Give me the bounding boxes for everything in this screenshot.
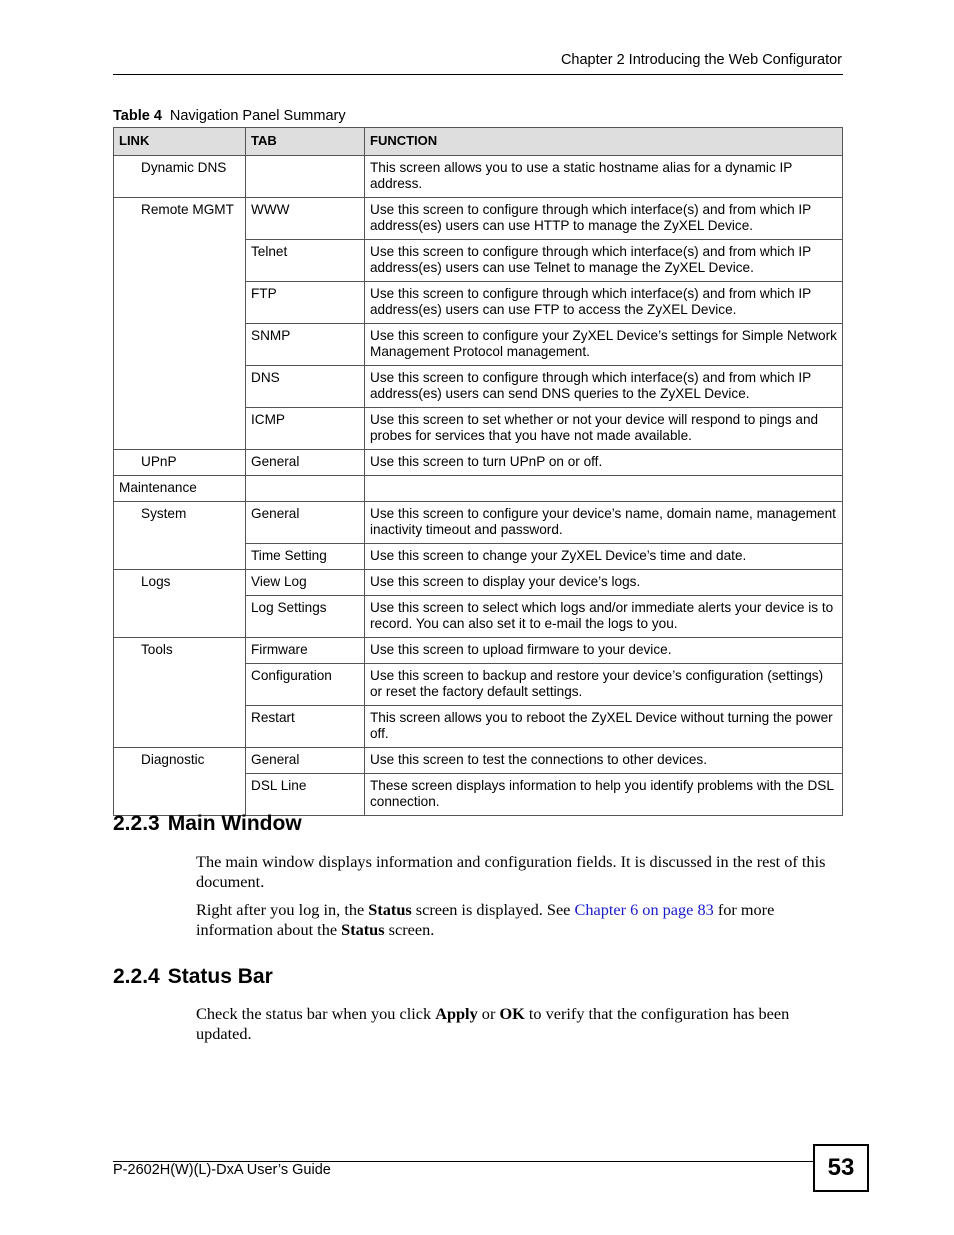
tab-cell: General xyxy=(246,450,365,476)
bold-ok: OK xyxy=(499,1004,525,1023)
table-row xyxy=(114,638,843,664)
table-row xyxy=(114,476,843,502)
text-run: to verify that the configuration has been updated. xyxy=(196,1004,790,1043)
link-cell: Tools xyxy=(114,638,246,748)
tab-cell: Log Settings xyxy=(246,596,365,638)
tab-cell: ICMP xyxy=(246,408,365,450)
tab-cell: WWW xyxy=(246,198,365,240)
section-heading-status-bar xyxy=(113,965,273,989)
section-number: 2.2.4 xyxy=(113,965,160,988)
text-run: Right after you log in, the xyxy=(196,900,369,919)
function-cell: This screen allows you to use a static hostname alias for a dynamic IP address. xyxy=(365,156,843,198)
tab-cell xyxy=(246,476,365,502)
table-caption-label: Table 4 xyxy=(113,108,162,124)
function-cell: Use this screen to configure through which interface(s) and from which IP address(es) users can send DNS queries to the ZyXEL Device. xyxy=(365,366,843,408)
function-cell: Use this screen to set whether or not your device will respond to pings and probes for services that you have not made available. xyxy=(365,408,843,450)
bold-status: Status xyxy=(368,900,412,919)
bold-apply: Apply xyxy=(435,1004,478,1023)
text-run: Check the status bar when you click xyxy=(196,1004,436,1023)
section-title: Status Bar xyxy=(167,965,273,988)
bold-status: Status xyxy=(341,920,385,939)
function-cell: Use this screen to configure your device’s name, domain name, management inactivity timeout and password. xyxy=(365,502,843,544)
function-cell: Use this screen to change your ZyXEL Device’s time and date. xyxy=(365,544,843,570)
function-cell: Use this screen to upload firmware to your device. xyxy=(365,638,843,664)
table-row xyxy=(114,198,843,240)
tab-cell: Restart xyxy=(246,706,365,748)
table-caption xyxy=(113,108,346,124)
link-cell: Maintenance xyxy=(114,476,246,502)
link-cell: System xyxy=(114,502,246,570)
table-row xyxy=(114,450,843,476)
tab-cell: View Log xyxy=(246,570,365,596)
link-cell: Diagnostic xyxy=(114,748,246,816)
status-bar-paragraph xyxy=(196,1004,836,1044)
function-cell: These screen displays information to help you identify problems with the DSL connection. xyxy=(365,774,843,816)
column-header-tab: TAB xyxy=(246,128,365,156)
table-header-row xyxy=(114,128,843,156)
tab-cell: General xyxy=(246,502,365,544)
navigation-panel-table xyxy=(113,127,843,816)
function-cell: Use this screen to test the connections to other devices. xyxy=(365,748,843,774)
tab-cell: Telnet xyxy=(246,240,365,282)
table-caption-title: Navigation Panel Summary xyxy=(169,108,346,124)
tab-cell: SNMP xyxy=(246,324,365,366)
footer-guide-title: P-2602H(W)(L)-DxA User’s Guide xyxy=(113,1162,331,1178)
link-cell: Logs xyxy=(114,570,246,638)
table-row xyxy=(114,156,843,198)
tab-cell: Configuration xyxy=(246,664,365,706)
function-cell: Use this screen to configure through which interface(s) and from which IP address(es) users can use HTTP to manage the ZyXEL Device. xyxy=(365,198,843,240)
header-rule xyxy=(113,74,843,75)
tab-cell: Firmware xyxy=(246,638,365,664)
function-cell: Use this screen to configure your ZyXEL Device’s settings for Simple Network Management Protocol management. xyxy=(365,324,843,366)
tab-cell: Time Setting xyxy=(246,544,365,570)
function-cell xyxy=(365,476,843,502)
function-cell: This screen allows you to reboot the ZyXEL Device without turning the power off. xyxy=(365,706,843,748)
page-number: 53 xyxy=(813,1144,869,1192)
chapter-6-link[interactable]: Chapter 6 on page 83 xyxy=(574,900,714,919)
column-header-function: FUNCTION xyxy=(365,128,843,156)
function-cell: Use this screen to display your device’s logs. xyxy=(365,570,843,596)
function-cell: Use this screen to select which logs and/or immediate alerts your device is to record. You can also set it to e-mail the logs to you. xyxy=(365,596,843,638)
running-header: Chapter 2 Introducing the Web Configurator xyxy=(560,52,842,68)
link-cell: UPnP xyxy=(114,450,246,476)
function-cell: Use this screen to configure through which interface(s) and from which IP address(es) users can use Telnet to manage the ZyXEL Device. xyxy=(365,240,843,282)
tab-cell: FTP xyxy=(246,282,365,324)
link-cell: Dynamic DNS xyxy=(114,156,246,198)
text-run: screen. xyxy=(384,920,435,939)
column-header-link: LINK xyxy=(114,128,246,156)
text-run: for more information about the xyxy=(196,900,775,939)
table-row xyxy=(114,748,843,774)
section-number: 2.2.3 xyxy=(113,812,160,835)
main-window-paragraph-2 xyxy=(196,900,836,940)
table-row xyxy=(114,570,843,596)
link-cell: Remote MGMT xyxy=(114,198,246,450)
tab-cell: DSL Line xyxy=(246,774,365,816)
function-cell: Use this screen to turn UPnP on or off. xyxy=(365,450,843,476)
tab-cell xyxy=(246,156,365,198)
function-cell: Use this screen to configure through which interface(s) and from which IP address(es) users can use FTP to access the ZyXEL Device. xyxy=(365,282,843,324)
text-run: screen is displayed. See xyxy=(411,900,575,919)
tab-cell: DNS xyxy=(246,366,365,408)
text-run: or xyxy=(477,1004,500,1023)
section-title: Main Window xyxy=(167,812,302,835)
tab-cell: General xyxy=(246,748,365,774)
main-window-paragraph-1: The main window displays information and configuration fields. It is discussed in the rest of this document. xyxy=(196,852,826,891)
section-heading-main-window xyxy=(113,812,302,836)
table-row xyxy=(114,502,843,544)
function-cell: Use this screen to backup and restore your device’s configuration (settings) or reset the factory default settings. xyxy=(365,664,843,706)
